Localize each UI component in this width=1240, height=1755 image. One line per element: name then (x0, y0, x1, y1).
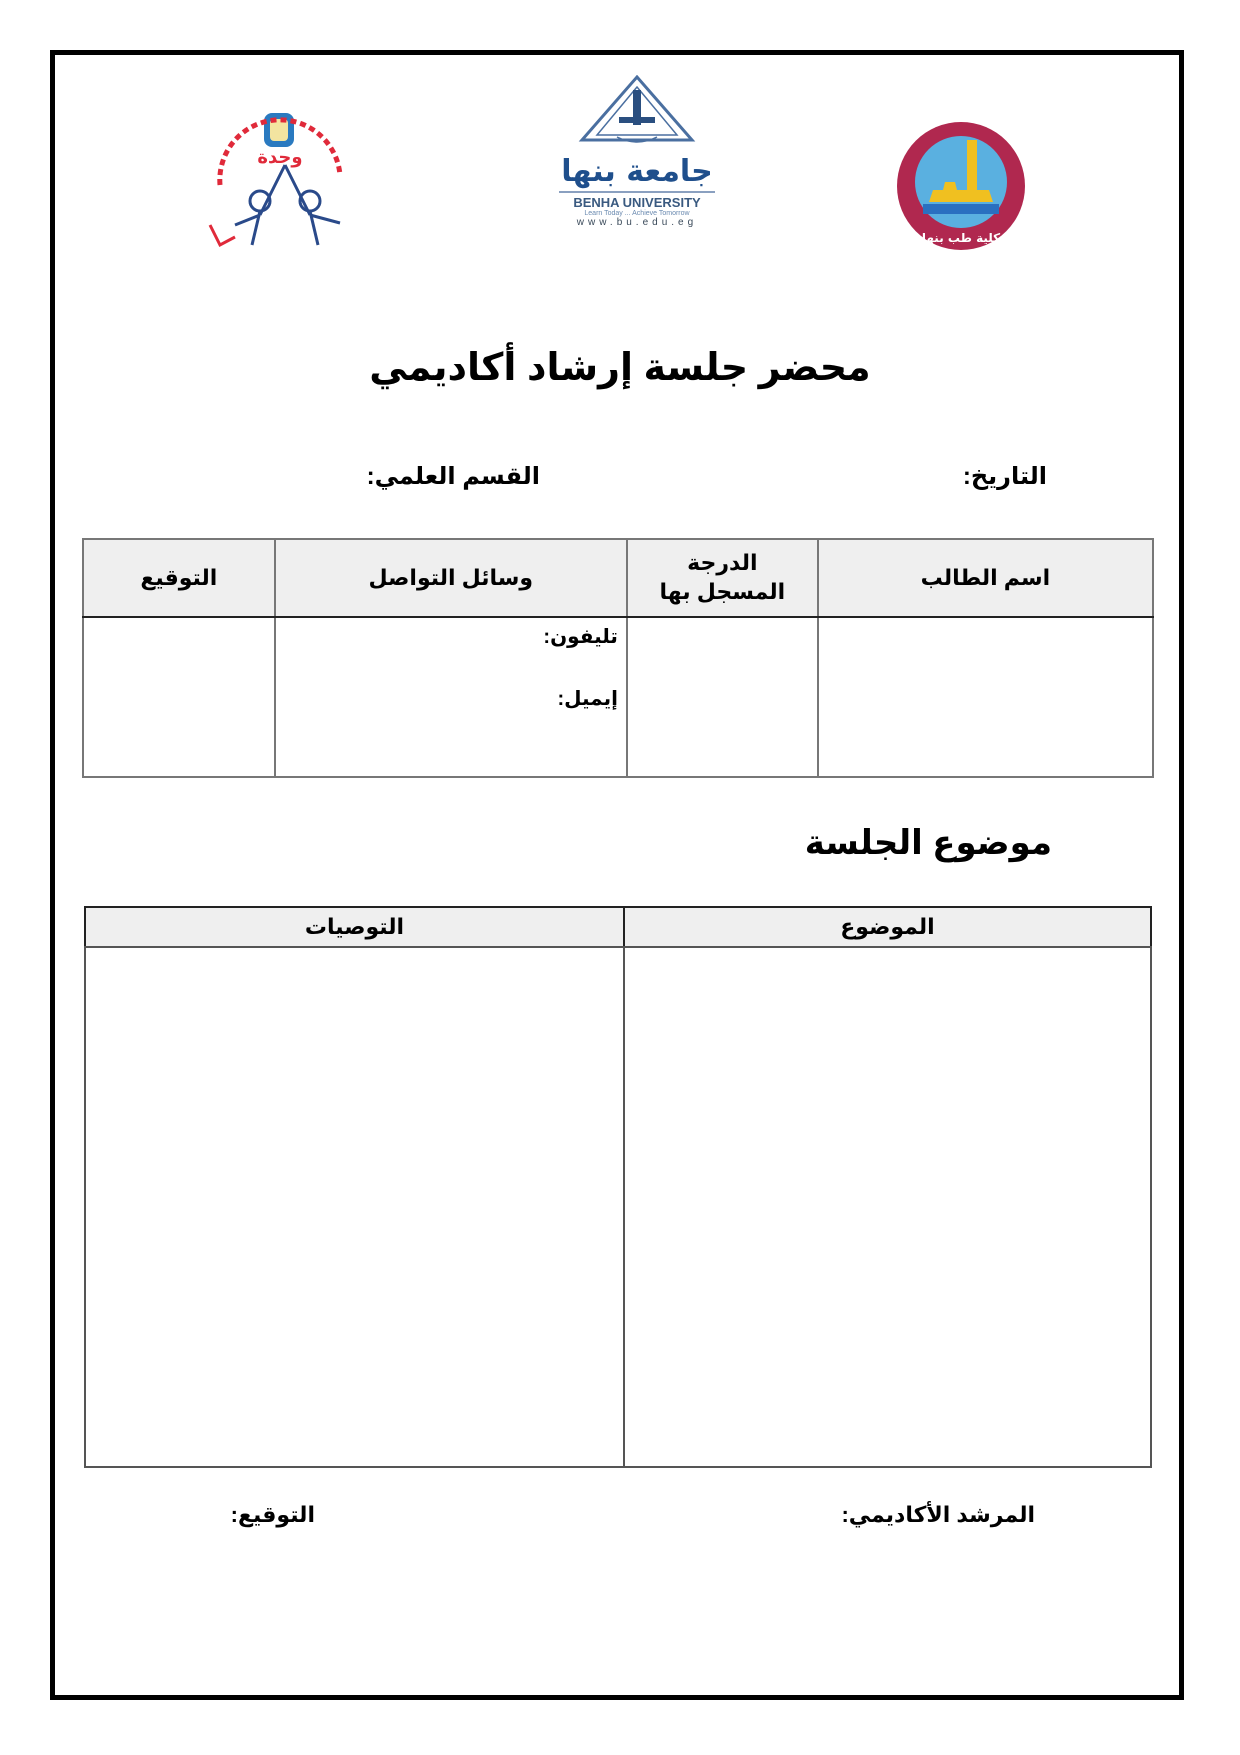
topic-cell[interactable] (624, 947, 1151, 1467)
header-contact: وسائل التواصل (275, 539, 627, 617)
date-label: التاريخ: (962, 463, 1047, 490)
department-label: القسم العلمي: (366, 463, 540, 490)
table-row (85, 947, 1151, 1467)
signature-cell[interactable] (83, 617, 275, 777)
document-title: محضر جلسة إرشاد أكاديمي (369, 347, 871, 389)
advisor-signature-label: التوقيع: (230, 1502, 315, 1527)
header-recommendations: التوصيات (85, 907, 624, 947)
header-topic: الموضوع (624, 907, 1151, 947)
advising-unit-logo (190, 105, 370, 255)
university-slogan: Learn Today ... Achieve Tomorrow (584, 210, 690, 217)
table-row (83, 617, 1153, 777)
student-name-cell[interactable] (818, 617, 1153, 777)
svg-text:كلية طب بنها: كلية طب بنها (921, 231, 1001, 245)
email-label: إيميل: (557, 688, 618, 710)
contact-cell[interactable] (275, 617, 627, 777)
session-topic-heading: موضوع الجلسة (804, 824, 1052, 862)
faculty-emblem-icon (893, 118, 1029, 254)
academic-advisor-label: المرشد الأكاديمي: (841, 1502, 1035, 1527)
benha-university-logo (547, 75, 727, 250)
header-grade: الدرجة المسجل بها (627, 539, 818, 617)
grade-cell[interactable] (627, 617, 818, 777)
recommendations-cell[interactable] (85, 947, 624, 1467)
student-info-table (82, 538, 1154, 778)
phone-label: تليفون: (543, 626, 618, 648)
header-signature: التوقيع (83, 539, 275, 617)
session-topic-table (84, 906, 1152, 1468)
student-table-header-row (83, 539, 1153, 617)
university-arabic-name: جامعة بنها (561, 154, 713, 189)
faculty-of-medicine-logo (893, 118, 1029, 254)
university-website: www.bu.edu.eg (576, 217, 698, 228)
svg-text:وحدة: وحدة (257, 147, 303, 168)
topic-table-header-row (85, 907, 1151, 947)
university-english-name: BENHA UNIVERSITY (573, 195, 701, 210)
university-emblem-icon (577, 75, 697, 150)
header-student-name: اسم الطالب (818, 539, 1153, 617)
advising-unit-logo-icon (190, 105, 370, 255)
